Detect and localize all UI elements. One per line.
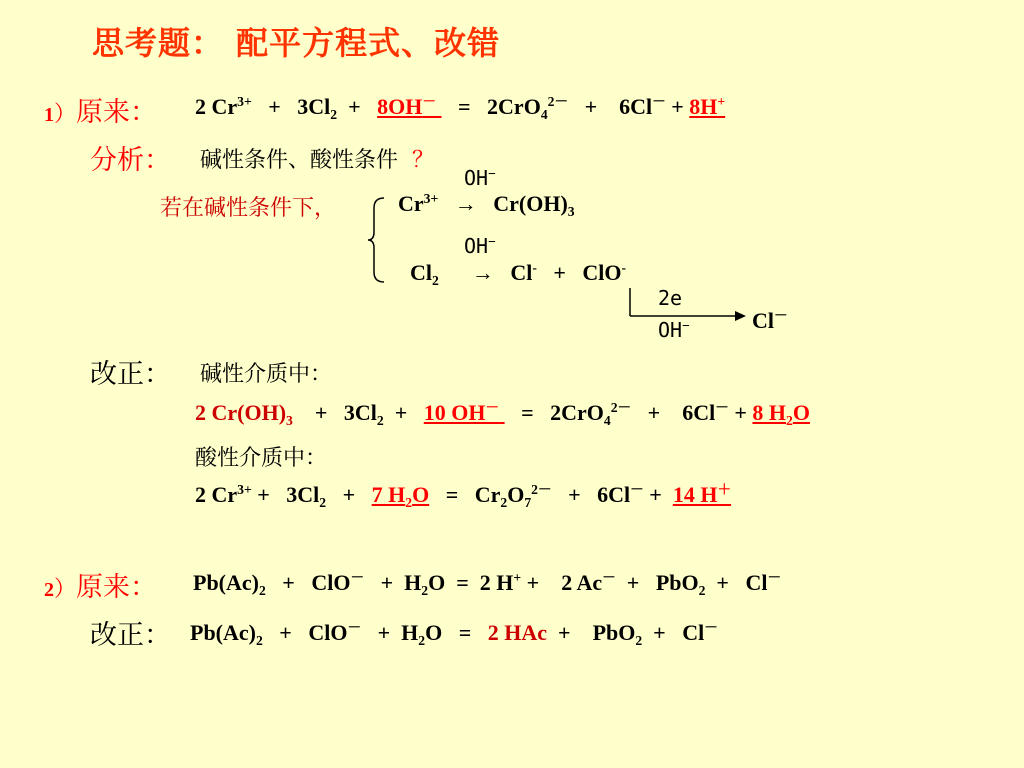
eq-term: ClO	[311, 570, 351, 595]
eq-term: 7 H	[371, 482, 406, 507]
analysis-conditions: 碱性条件、酸性条件	[200, 148, 399, 173]
eq-plus: +	[282, 570, 295, 595]
eq-term: Cl	[682, 620, 705, 645]
eq-plus: +	[279, 620, 292, 645]
eq-term: O	[412, 482, 430, 507]
eq-sup: －	[767, 569, 782, 585]
eq-sup: －	[485, 399, 500, 415]
cond-sup: −	[488, 165, 496, 181]
eq-term: PbO	[592, 620, 636, 645]
eq-sub: 2	[319, 494, 327, 510]
eq-term: O	[428, 570, 446, 595]
eq-plus: +	[257, 482, 270, 507]
eq-sup: －	[715, 399, 729, 415]
eq-highlight-oh	[377, 94, 441, 119]
r3-condition	[658, 318, 690, 342]
q2-number: 2	[44, 579, 54, 601]
eq-plus: +	[348, 94, 361, 119]
eq-plus: +	[394, 400, 408, 425]
eq-plus: +	[268, 94, 281, 119]
arrow-icon: →	[471, 260, 494, 285]
reaction-1	[398, 191, 575, 217]
eq-sub: 2	[432, 272, 439, 288]
eq-plus: +	[568, 482, 581, 507]
q1-number: 1	[44, 104, 54, 126]
eq-equals: =	[456, 570, 469, 595]
eq-term: 3Cl	[343, 400, 377, 425]
eq-sub: 2	[405, 494, 413, 510]
eq-highlight-h	[673, 482, 731, 507]
eq-sub: 2	[330, 106, 338, 122]
eq-plus: +	[649, 482, 662, 507]
eq-term: 6Cl	[682, 400, 716, 425]
eq-sub: 4	[603, 412, 611, 428]
eq-sup: ＋	[717, 481, 732, 497]
eq-term: Cr	[474, 482, 501, 507]
q1-original-equation	[195, 94, 725, 120]
q2-corrected-equation	[190, 620, 718, 646]
eq-plus: +	[377, 620, 391, 645]
eq-highlight-croh	[195, 400, 293, 428]
eq-sub: 2	[418, 632, 426, 648]
eq-term: Cr	[398, 191, 424, 216]
cond-sup: −	[488, 233, 496, 249]
cond-text: OH	[658, 318, 683, 342]
r1-condition	[464, 166, 496, 190]
eq-term: 2CrO	[550, 400, 604, 425]
eq-plus: +	[653, 620, 666, 645]
eq-plus: +	[647, 400, 661, 425]
eq-term: 2 Cr(OH)	[195, 400, 287, 425]
eq-term: 2 Cr	[195, 94, 238, 119]
eq-term: Cl	[510, 260, 533, 285]
eq-term: 8 H	[752, 400, 787, 425]
r3-product	[752, 308, 788, 334]
eq-sup: －	[774, 307, 788, 323]
eq-plus: +	[716, 570, 729, 595]
eq-term: 3Cl	[286, 482, 320, 507]
eq-sup: －	[652, 93, 666, 109]
eq-term: ClO	[308, 620, 348, 645]
eq-term: ClO	[582, 260, 622, 285]
eq-sup: -	[532, 259, 537, 275]
eq-sub: 3	[567, 203, 575, 219]
eq-equals: =	[445, 482, 459, 507]
eq-plus: +	[671, 94, 684, 119]
eq-term: Cl	[752, 308, 774, 333]
eq-sup: 3+	[237, 93, 252, 109]
eq-sup: 2－	[610, 399, 632, 415]
eq-term: 8OH	[377, 94, 423, 119]
eq-sub: 2	[500, 494, 508, 510]
eq-sub: 2	[421, 582, 429, 598]
eq-sup: －	[602, 569, 616, 585]
eq-highlight-oh	[424, 400, 505, 425]
eq-sup: －	[422, 93, 436, 109]
eq-sub: 4	[540, 106, 548, 122]
eq-term: Cl	[410, 260, 432, 285]
eq-plus: +	[626, 570, 640, 595]
eq-sup: －	[630, 481, 644, 497]
analysis-question-mark: ？	[412, 148, 435, 173]
basic-condition-text: 若在碱性条件下，	[160, 196, 337, 221]
eq-equals: =	[458, 94, 471, 119]
eq-term: 2CrO	[487, 94, 541, 119]
q2-original-equation	[193, 570, 781, 596]
eq-sub: 2	[258, 582, 266, 598]
eq-term: 14 H	[672, 482, 718, 507]
eq-highlight-h	[689, 94, 725, 119]
eq-term: 3Cl	[297, 94, 331, 119]
q2-paren: ）	[54, 577, 77, 602]
eq-term: 6Cl	[619, 94, 653, 119]
r3-electron-label: 2e	[658, 286, 683, 310]
eq-highlight-h2o	[752, 400, 810, 428]
eq-plus: +	[342, 482, 356, 507]
eq-sup: 3+	[423, 190, 439, 206]
eq-term: Cl	[745, 570, 768, 595]
eq-term: Pb(Ac)	[193, 570, 259, 595]
left-brace-icon	[366, 196, 386, 284]
eq-term: 10 OH	[423, 400, 486, 425]
eq-term: Cr(OH)	[493, 191, 568, 216]
eq-plus: +	[380, 570, 394, 595]
correction-label-1: 改正：	[90, 359, 171, 390]
eq-term: O	[792, 400, 810, 425]
eq-plus: +	[584, 94, 598, 119]
analysis-text	[200, 143, 434, 174]
eq-term: O	[425, 620, 443, 645]
eq-plus: +	[526, 570, 540, 595]
eq-plus: +	[558, 620, 571, 645]
eq-sup: -	[621, 259, 627, 275]
eq-term: H	[401, 620, 419, 645]
eq-sup: +	[513, 569, 522, 585]
acid-medium-label: 酸性介质中：	[195, 446, 328, 471]
eq-equals: =	[521, 400, 534, 425]
reaction-2	[410, 260, 626, 286]
eq-sub: 2	[698, 582, 706, 598]
q1-header	[44, 90, 157, 129]
eq-term: 6Cl	[597, 482, 631, 507]
basic-balanced-equation	[195, 400, 810, 426]
basic-medium-label: 碱性介质中：	[200, 362, 333, 387]
cond-sup: −	[682, 317, 690, 333]
eq-sub: 2	[635, 632, 643, 648]
q2-header	[44, 565, 157, 604]
acid-balanced-equation	[195, 482, 731, 508]
slide-title: 思考题： 配平方程式、改错	[92, 24, 501, 62]
eq-sub: 3	[286, 412, 293, 428]
arrow-icon: →	[454, 191, 477, 216]
eq-sup: 3+	[237, 481, 252, 497]
cond-text: OH	[464, 166, 489, 190]
correction-label-2: 改正：	[90, 620, 171, 651]
eq-plus: +	[314, 400, 328, 425]
eq-term: PbO	[655, 570, 699, 595]
q1-paren: ）	[54, 102, 77, 127]
eq-sup: －	[350, 569, 365, 585]
r2-condition	[464, 234, 496, 258]
q1-original-label: 原来：	[76, 97, 158, 128]
eq-sub: 2	[786, 412, 793, 428]
eq-equals: =	[458, 620, 472, 645]
eq-term: O	[507, 482, 525, 507]
cond-text: OH	[464, 234, 489, 258]
eq-sup: +	[717, 93, 726, 109]
eq-term: 2 Cr	[195, 482, 238, 507]
eq-highlight-h2o	[371, 482, 430, 510]
analysis-label: 分析：	[90, 145, 171, 176]
eq-sub: 7	[524, 494, 532, 510]
q2-original-label: 原来：	[76, 572, 158, 603]
eq-term: H	[404, 570, 422, 595]
eq-sub: 2	[376, 412, 384, 428]
eq-sup: －	[704, 619, 718, 635]
eq-highlight-hac: 2 HAc	[487, 620, 548, 645]
eq-sup: 2－	[547, 93, 569, 109]
eq-term: Pb(Ac)	[190, 620, 256, 645]
eq-sup: 2－	[531, 481, 552, 497]
eq-term: 2 H	[479, 570, 514, 595]
eq-term: 2 Ac	[561, 570, 603, 595]
eq-sup: －	[347, 619, 362, 635]
eq-sub: 2	[255, 632, 263, 648]
eq-term: 8H	[689, 94, 718, 119]
eq-plus: +	[734, 400, 747, 425]
eq-plus: +	[553, 260, 566, 285]
